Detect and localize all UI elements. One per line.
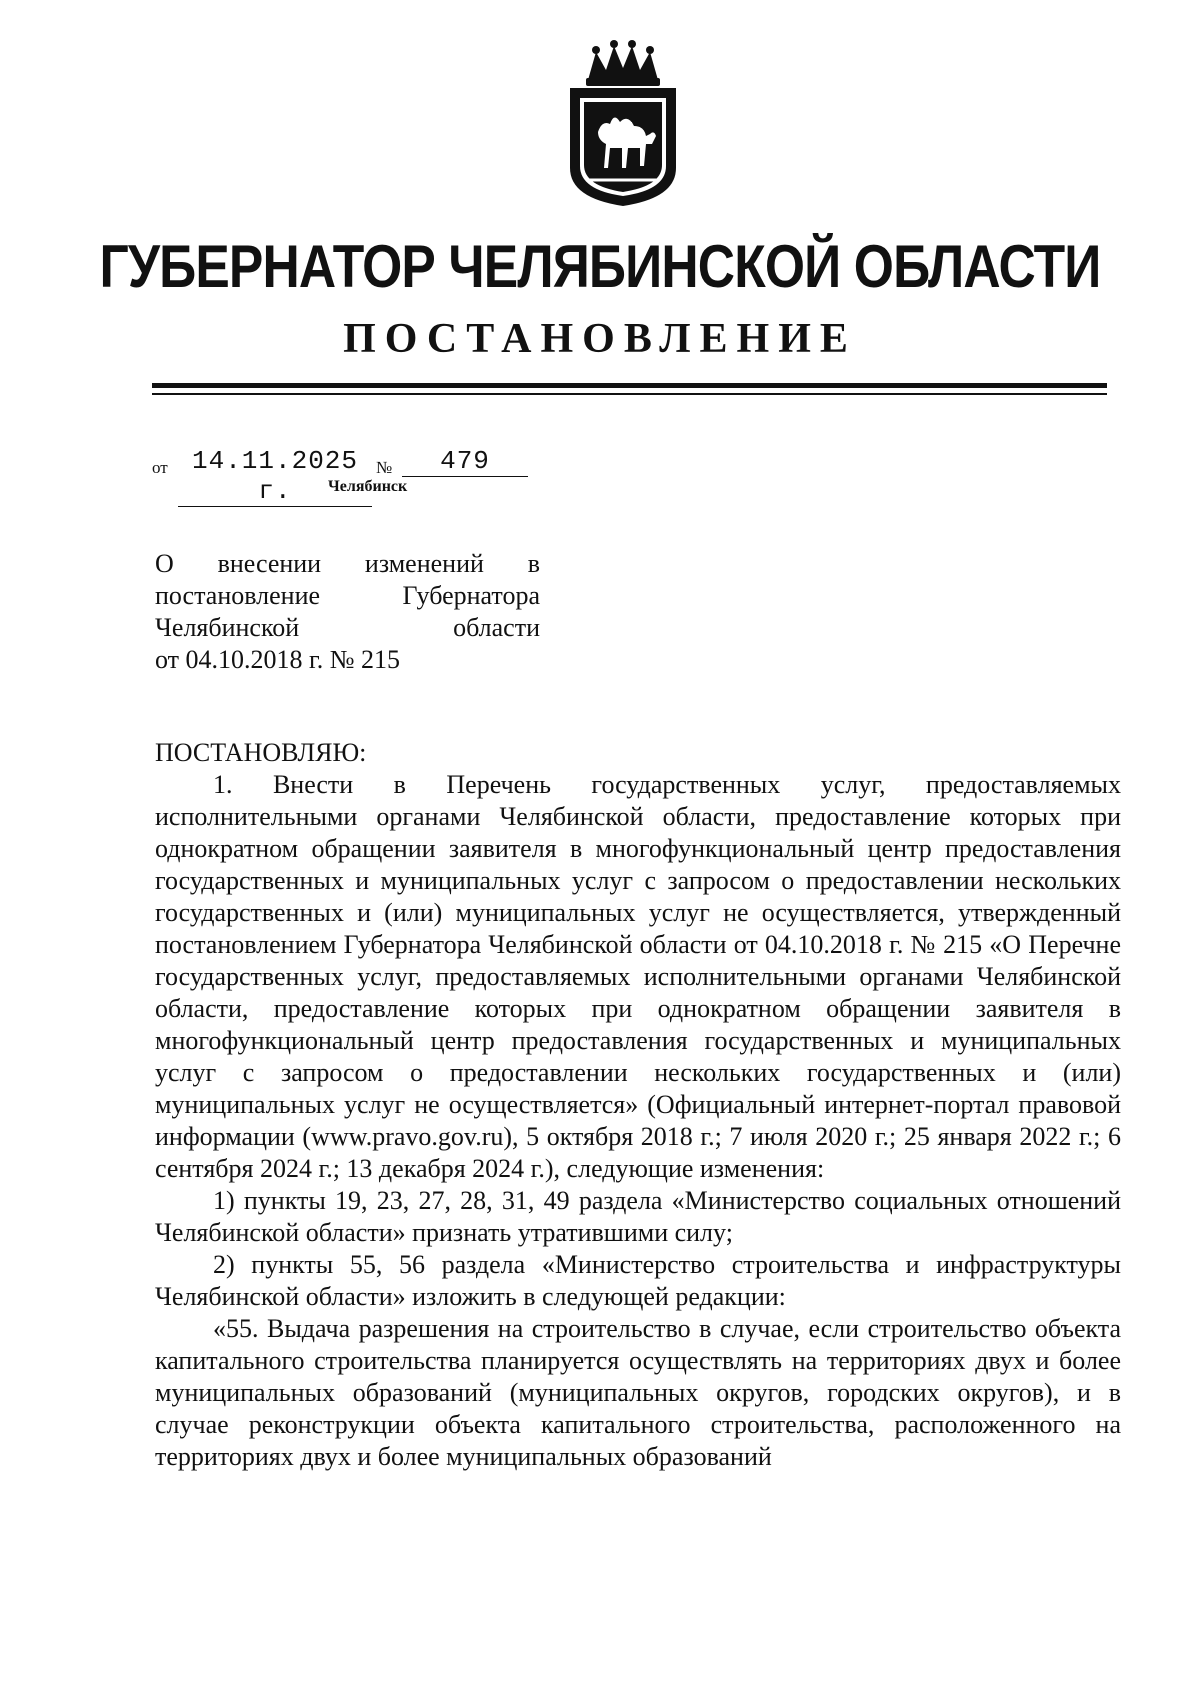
header-divider-thin xyxy=(152,393,1107,395)
date-label: от xyxy=(152,458,168,477)
body-paragraph: 1) пункты 19, 23, 27, 28, 31, 49 раздела «Министерство социальных отношений Челябинской области» признать утратившими силу; xyxy=(155,1186,1121,1247)
subject-line: О внесении изменений в xyxy=(155,549,540,578)
body-paragraph: 1. Внести в Перечень государственных услуг, предоставляемых исполнительными органами Челябинской области, предоставление которых при однократном обращении заявителя в многофункциональный центр предоставления государственных и муниципальных услуг с запросом о предоставлении нескольких государственных и (или) муниципальных услуг не осуществляется, утвержденный постановлением Губернатора Челябинской области от 04.10.2018 г. № 215 «О Перечне государственных услуг, предоставляемых исполнительными органами Челябинской области, предоставление которых при однократном обращении заявителя в многофункциональный центр предоставления государственных и муниципальных услуг с запросом о предоставлении нескольких государственных и (или) муниципальных услуг не осуществляется» (Официальный интернет-портал правовой информации (www.pravo.gov.ru), 5 октября 2018 г.; 7 июля 2020 г.; 25 января 2022 г.; 6 сентября 2024 г.; 13 декабря 2024 г.), следующие изменения: xyxy=(155,770,1121,1183)
document-body xyxy=(155,737,1121,1473)
body-paragraph: «55. Выдача разрешения на строительство в случае, если строительство объекта капитального строительства планируется осуществлять на территориях двух и более муниципальных образований (муниципальных округов, городских округов), и в случае реконструкции объекта капитального строительства, расположенного на территориях двух и более муниципальных образований xyxy=(155,1314,1121,1471)
document-number: 479 xyxy=(402,446,528,477)
crown-icon xyxy=(586,40,660,86)
subject-line: постановление Губернатора xyxy=(155,581,540,610)
header-divider-thick xyxy=(152,383,1107,388)
document-date: 14.11.2025 г. xyxy=(178,446,372,507)
coat-of-arms-emblem xyxy=(558,40,688,210)
document-type-title: ПОСТАНОВЛЕНИЕ xyxy=(343,316,857,362)
body-paragraph: 2) пункты 55, 56 раздела «Министерство строительства и инфраструктуры Челябинской области» изложить в следующей редакции: xyxy=(155,1250,1121,1311)
city-name: Челябинск xyxy=(328,478,408,495)
subject-line: Челябинской области xyxy=(155,613,540,642)
number-label: № xyxy=(376,458,393,477)
document-subject xyxy=(155,548,540,676)
resolution-lead: ПОСТАНОВЛЯЮ: xyxy=(155,738,367,767)
subject-line: от 04.10.2018 г. № 215 xyxy=(155,645,401,674)
authority-title: ГУБЕРНАТОР ЧЕЛЯБИНСКОЙ ОБЛАСТИ xyxy=(99,233,1101,300)
